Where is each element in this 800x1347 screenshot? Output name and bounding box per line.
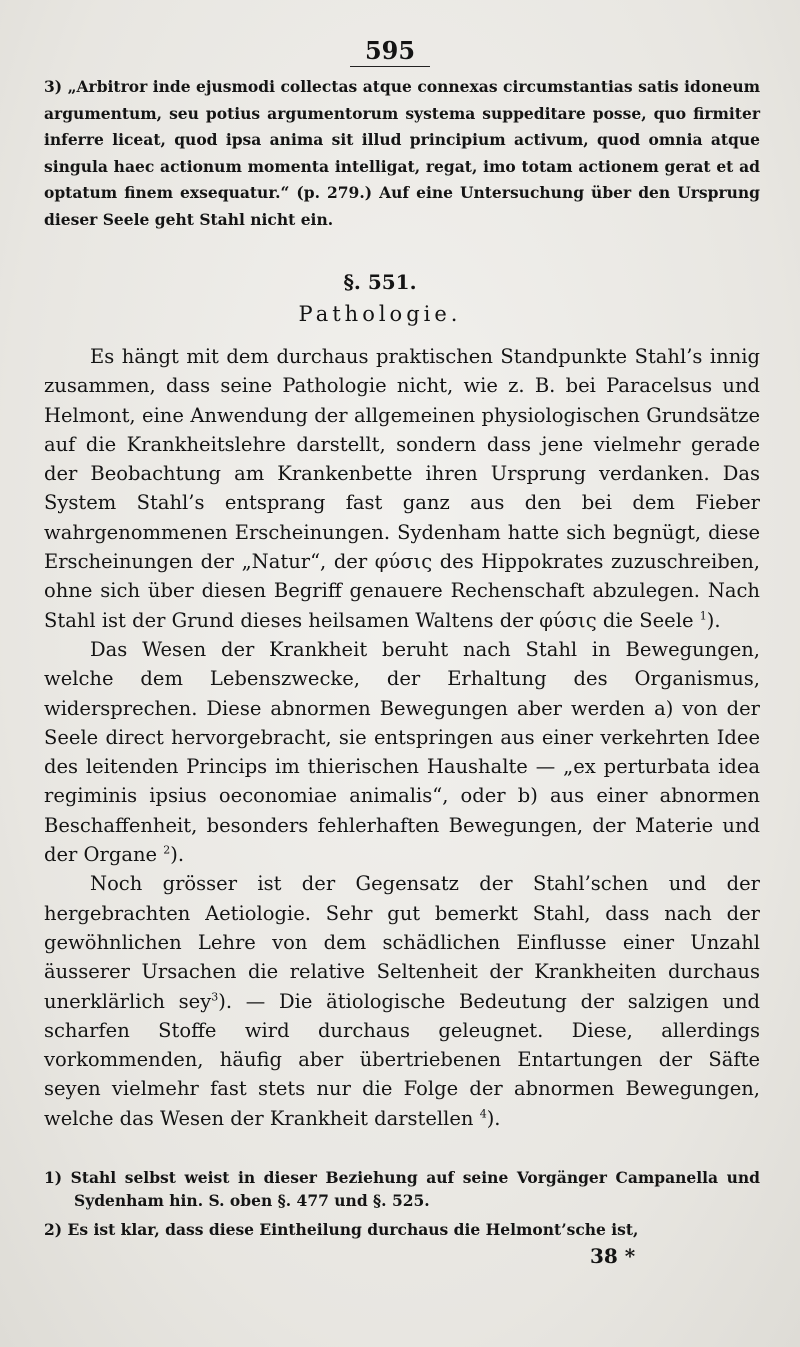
signature-mark: 38 * [590, 1244, 636, 1268]
footnote-3-continued: 3) „Arbitror inde ejusmodi collectas atque connexas circumstantias satis idoneum argumentum, seu potius argumentorum systema suppeditare posse, quo firmiter inferre liceat, quod ipsa anima sit illud principium activum, quod omnia atque singula haec actionum momenta intelligat, regat, imo totam actionem gerat et ad optatum finem exsequatur.“ (p. 279.) Auf eine Untersuchung über den Ursprung dieser Seele geht Stahl nicht ein. [44, 77, 760, 229]
section-number: §. 551. [343, 270, 417, 294]
page-number: 595 [364, 36, 416, 65]
main-text [44, 342, 760, 1133]
footnote-ref-2: 2 [163, 843, 171, 857]
continued-footnote [44, 74, 760, 234]
footnotes [44, 1166, 760, 1241]
paragraph-3: Noch grösser ist der Gegensatz der Stahl’schen und der hergebrachten Aetiologie. Sehr gut bemerkt Stahl, dass nach der gewöhnlichen Lehre von dem schädlichen Einflusse einer Unzahl äusserer Ursachen die relative Seltenheit der Krankheiten durchaus unerklärlich sey$^3$). — Die ätiologische Bedeutung der salzigen und scharfen Stoffe wird durchaus geleugnet. Diese, allerdings vorkommenden, häufig aber übertriebenen Entartungen der Säfte seyen vielmehr fast stets nur die Folge der abnormen Bewegungen, welche das Wesen der Krankheit darstellen $^4$). [44, 872, 761, 1130]
footnote-1: 1) Stahl selbst weist in dieser Beziehung auf seine Vorgänger Campanella und Sydenham hin. S. oben §. 477 und §. 525. [44, 1168, 760, 1210]
paragraph-2: Das Wesen der Krankheit beruht nach Stahl in Bewegungen, welche dem Lebenszwecke, der Erhaltung des Organismus, widersprechen. Diese abnormen Bewegungen aber werden a) von der Seele direct hervorgebracht, sie entspringen aus einer verkehrten Idee des leitenden Princips im thierischen Haushalte — „ex perturbata idea regiminis ipsius oeconomiae animalis“, oder b) aus einer abnormen Beschaffenheit, besonders fehlerhaften Bewegungen, der Materie und der Organe $^2$). [44, 637, 760, 867]
section-title: Pathologie. [298, 302, 462, 326]
footnote-ref-4: 4 [479, 1107, 487, 1121]
footnote-2: 2) Es ist klar, dass diese Eintheilung durchaus die Helmont’sche ist, [44, 1220, 639, 1239]
footnote-ref-3: 3 [211, 990, 219, 1004]
footnote-ref-1: 1 [699, 609, 707, 623]
paragraph-1: Es hängt mit dem durchaus praktischen Standpunkte Stahl’s innig zusammen, dass seine Pathologie nicht, wie z. B. bei Paracelsus und Helmont, eine Anwendung der allgemeinen physiologischen Grundsätze auf die Krankheitslehre darstellt, sondern dass jene vielmehr gerade der Beobachtung am Krankenbette ihren Ursprung verdanken. Das System Stahl’s entsprang fast ganz aus den bei dem Fieber wahrgenommenen Erscheinungen. Sydenham hatte sich begnügt, diese Erscheinungen der „Natur“, der φύσις des Hippokrates zuzuschreiben, ohne sich über diesen Begriff genauere Rechenschaft abzulegen. Nach Stahl ist der Grund dieses heilsamen Waltens der φύσις die Seele $^1$). [44, 345, 760, 632]
header-rule [350, 66, 430, 67]
